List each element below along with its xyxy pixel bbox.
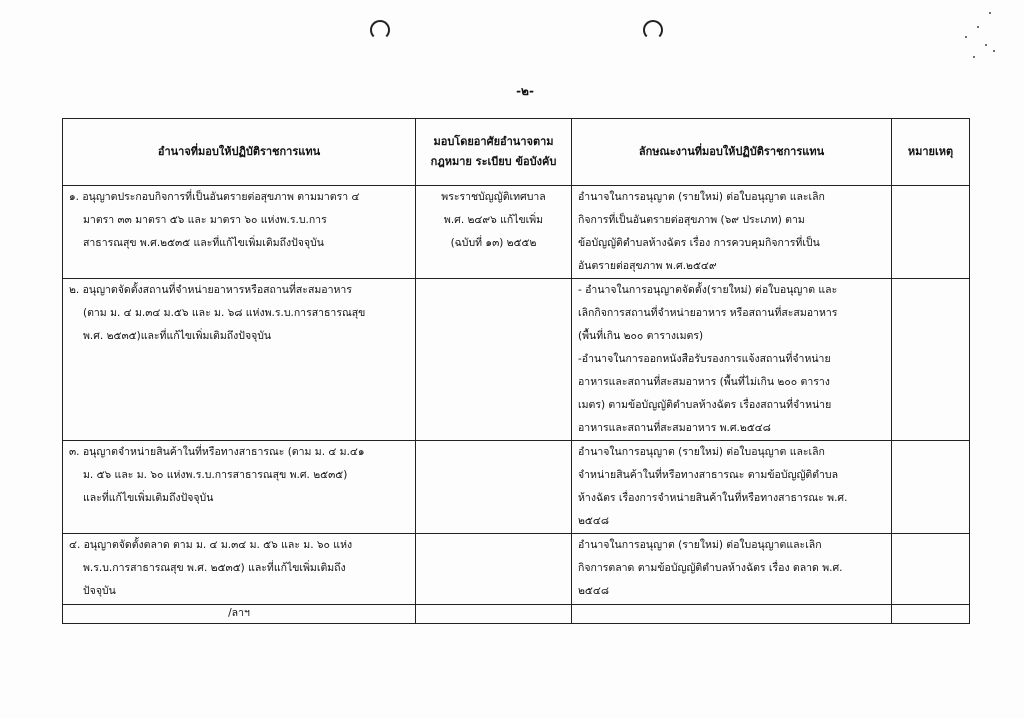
row3-authority: ๓. อนุญาตจำหน่ายสินค้าในที่หรือทางสาธารณะ (ตาม ม. ๔ ม.๔๑ ม. ๕๖ และ ม. ๖๐ แห่งพ.ร.บ.การสาธารณสุข พ.ศ. ๒๕๓๕) และที่แก้ไขเพิ่มเติมถึงปัจจุบัน [63,441,416,534]
row1-legal-basis: พระราชบัญญัติเทศบาล พ.ศ. ๒๔๙๖ แก้ไขเพิ่ม (ฉบับที่ ๑๓) ๒๕๕๒ [416,186,572,279]
row3-legal-basis [416,441,572,534]
header-remarks: หมายเหตุ [892,119,970,186]
row1-task-description: อำนาจในการอนุญาต (รายใหม่) ต่อใบอนุญาต และเลิก กิจการที่เป็นอันตรายต่อสุขภาพ (๖๙ ประเภท) ตาม ข้อบัญญัติตำบลห้างฉัตร เรื่อง การควบคุมกิจการที่เป็น อันตรายต่อสุขภาพ พ.ศ.๒๕๔๙ [572,186,892,279]
table-continuation-row [63,605,970,624]
continuation-mark: /ลาฯ [63,605,416,624]
table-row [63,186,970,279]
row1-remarks [892,186,970,279]
table-row [63,279,970,441]
row4-legal-basis [416,534,572,605]
header-authority: อำนาจที่มอบให้ปฏิบัติราชการแทน [63,119,416,186]
header-task-description: ลักษณะงานที่มอบให้ปฏิบัติราชการแทน [572,119,892,186]
table-row [63,534,970,605]
row2-task-description: - อำนาจในการอนุญาตจัดตั้ง(รายใหม่) ต่อใบอนุญาต และ เลิกกิจการสถานที่จำหน่ายอาหาร หรือสถานที่สะสมอาหาร (พื้นที่เกิน ๒๐๐ ตารางเมตร) -อำนาจในการออกหนังสือรับรองการแจ้งสถานที่จำหน่าย อาหารและสถานที่สะสมอาหาร (พื้นที่ไม่เกิน ๒๐๐ ตาราง เมตร) ตามข้อบัญญัติตำบลห้างฉัตร เรื่องสถานที่จำหน่าย อาหารและสถานที่สะสมอาหาร พ.ศ.๒๕๔๘ [572,279,892,441]
row4-authority: ๔. อนุญาตจัดตั้งตลาด ตาม ม. ๔ ม.๓๔ ม. ๕๖ และ ม. ๖๐ แห่ง พ.ร.บ.การสาธารณสุข พ.ศ. ๒๕๓๕) และที่แก้ไขเพิ่มเติมถึง ปัจจุบัน [63,534,416,605]
row2-remarks [892,279,970,441]
row3-remarks [892,441,970,534]
row4-task-description: อำนาจในการอนุญาต (รายใหม่) ต่อใบอนุญาตและเลิก กิจการตลาด ตามข้อบัญญัติตำบลห้างฉัตร เรื่อง ตลาด พ.ศ. ๒๕๔๘ [572,534,892,605]
row3-task-description: อำนาจในการอนุญาต (รายใหม่) ต่อใบอนุญาต และเลิก จำหน่ายสินค้าในที่หรือทางสาธารณะ ตามข้อบัญญัติตำบล ห้างฉัตร เรื่องการจำหน่ายสินค้าในที่หรือทางสาธารณะ พ.ศ. ๒๕๔๘ [572,441,892,534]
punch-hole-left [370,20,390,40]
table-header-row [63,119,970,186]
row1-authority: ๑. อนุญาตประกอบกิจการที่เป็นอันตรายต่อสุขภาพ ตามมาตรา ๔ มาตรา ๓๓ มาตรา ๕๖ และ มาตรา ๖๐ แห่งพ.ร.บ.การ สาธารณสุข พ.ศ.๒๕๓๕ และที่แก้ไขเพิ่มเติมถึงปัจจุบัน [63,186,416,279]
row2-legal-basis [416,279,572,441]
row2-authority: ๒. อนุญาตจัดตั้งสถานที่จำหน่ายอาหารหรือสถานที่สะสมอาหาร (ตาม ม. ๔ ม.๓๔ ม.๕๖ และ ม. ๖๘ แห่งพ.ร.บ.การสาธารณสุข พ.ศ. ๒๕๓๕)และที่แก้ไขเพิ่มเติมถึงปัจจุบัน [63,279,416,441]
table-row [63,441,970,534]
scan-specks [960,5,1000,65]
punch-hole-right [643,20,663,40]
continuation-empty-4 [892,605,970,624]
row4-remarks [892,534,970,605]
delegation-table [62,118,970,624]
continuation-empty-3 [572,605,892,624]
page-number: -๒- [516,84,534,98]
header-legal-basis: มอบโดยอาศัยอำนาจตาม กฎหมาย ระเบียบ ข้อบังคับ [416,119,572,186]
continuation-empty-2 [416,605,572,624]
